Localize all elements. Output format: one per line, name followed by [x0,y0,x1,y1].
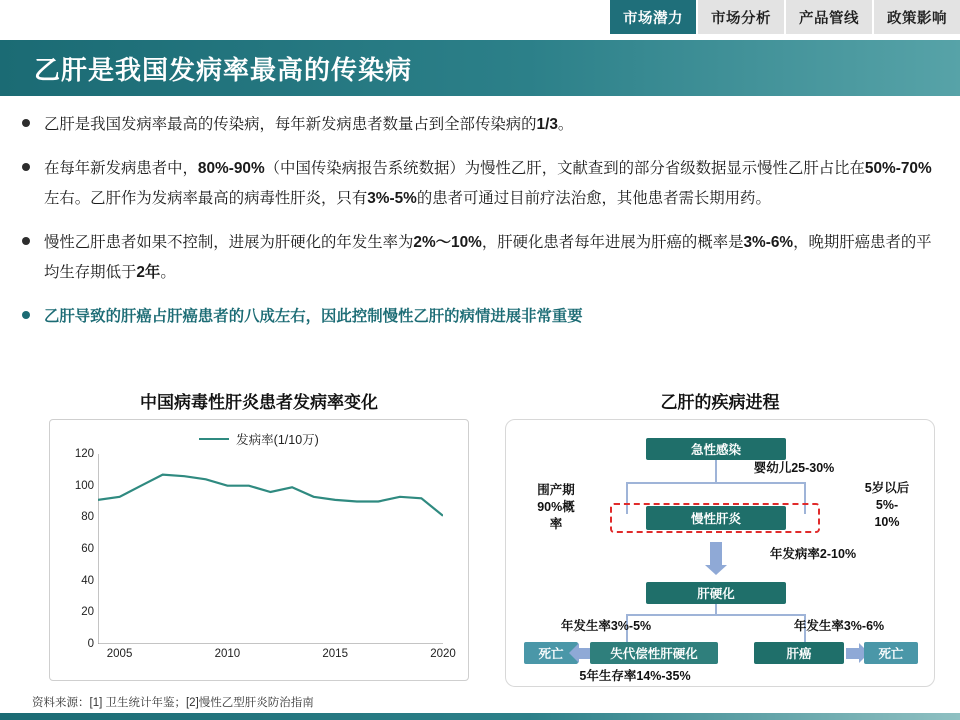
y-tick-label: 60 [81,543,94,555]
bullet-text-1: 乙肝是我国发病率最高的传染病，每年新发病患者数量占到全部传染病的1/3。 [44,116,574,133]
chart-panel [36,388,482,681]
flow-title: 乙肝的疾病进程 [660,393,780,412]
label-rate-right: 年发生率3%-6% [793,619,885,633]
bullet-list [22,110,947,346]
connector-acute-chronic [715,460,717,484]
bottom-accent-bar [0,713,960,720]
slide-title-bar [0,40,960,96]
y-tick-label: 120 [74,448,94,460]
y-tick-label: 0 [87,638,94,650]
y-tick-label: 80 [81,511,94,524]
legend-label: 发病率(1/10万) [236,433,319,447]
connector-horizontal-top [626,482,806,484]
chart-svg [98,454,443,644]
y-tick-label: 20 [81,606,94,619]
connector-branch-horizontal [626,614,806,616]
tab-policy-impact[interactable]: 政策影响 [874,0,960,34]
flow-panel [500,388,940,687]
arrow-chronic-to-cirrhosis [710,542,722,566]
label-after-five-rate: 5岁以后 5%- 10% [864,481,910,529]
node-liver-cancer: 肝癌 [754,642,844,664]
y-tick-label: 40 [81,574,94,587]
label-annual-incidence: 年发病率2-10% [769,547,857,561]
x-tick-label: 2015 [322,648,348,660]
bullet-dot-icon [22,237,30,245]
label-infant-rate: 婴幼儿25-30% [753,461,835,475]
legend-line-icon [199,438,229,440]
y-tick-label: 100 [74,479,94,492]
tab-product-pipeline[interactable]: 产品管线 [786,0,872,34]
node-chronic-hepatitis: 慢性肝炎 [646,506,786,530]
list-item [22,154,947,214]
label-five-year-survival: 5年生存率14%-35% [579,669,691,683]
chart-legend [50,430,468,448]
bullet-text-3: 慢性乙肝患者如果不控制，进展为肝硬化的年发生率为2%～10%，肝硬化患者每年进展为肝癌的概率是3%-6%，晚期肝癌患者的平均生存期低于2年。 [44,234,932,281]
page-title: 乙肝是我国发病率最高的传染病 [34,54,413,85]
line-chart [49,419,469,681]
panels-area [0,388,960,708]
node-decompensated-cirrhosis: 失代偿性肝硬化 [590,642,718,664]
label-perinatal-rate: 围产期 90%概 率 [537,483,575,531]
list-item [22,302,947,332]
list-item [22,110,947,140]
x-tick-label: 2010 [214,648,241,660]
x-tick-label: 2005 [106,648,133,660]
tab-market-potential[interactable]: 市场潜力 [610,0,696,34]
top-tab-bar [608,0,960,34]
bullet-text-2: 在每年新发病患者中，80%-90%（中国传染病报告系统数据）为慢性乙肝，文献查到的部分省级数据显示慢性乙肝占比在50%-70%左右。乙肝作为发病率最高的病毒性肝炎，只有3%-5%的患者可通过目前疗法治愈，其他患者需长期用药。 [44,160,932,207]
x-tick-label: 2020 [430,648,456,660]
chart-title: 中国病毒性肝炎患者发病率变化 [140,393,378,412]
node-acute-infection: 急性感染 [646,438,786,460]
label-rate-left: 年发生率3%-5% [560,619,652,633]
bullet-dot-icon [22,119,30,127]
node-death-right: 死亡 [864,642,918,664]
bullet-text-4: 乙肝导致的肝癌占肝癌患者的八成左右，因此控制慢性乙肝的病情进展非常重要 [44,308,583,325]
disease-progression-diagram [505,419,935,687]
node-cirrhosis: 肝硬化 [646,582,786,604]
list-item [22,228,947,288]
source-note: 资料来源：[1] 卫生统计年鉴；[2]慢性乙型肝炎防治指南 [32,697,314,709]
bullet-dot-icon [22,311,30,319]
arrow-to-death-right [846,648,860,659]
y-axis-labels [56,448,94,650]
bullet-dot-icon [22,163,30,171]
node-death-left: 死亡 [524,642,578,664]
tab-market-analysis[interactable]: 市场分析 [698,0,784,34]
chart-plot-area [98,454,443,644]
arrow-to-death-left [578,648,590,659]
